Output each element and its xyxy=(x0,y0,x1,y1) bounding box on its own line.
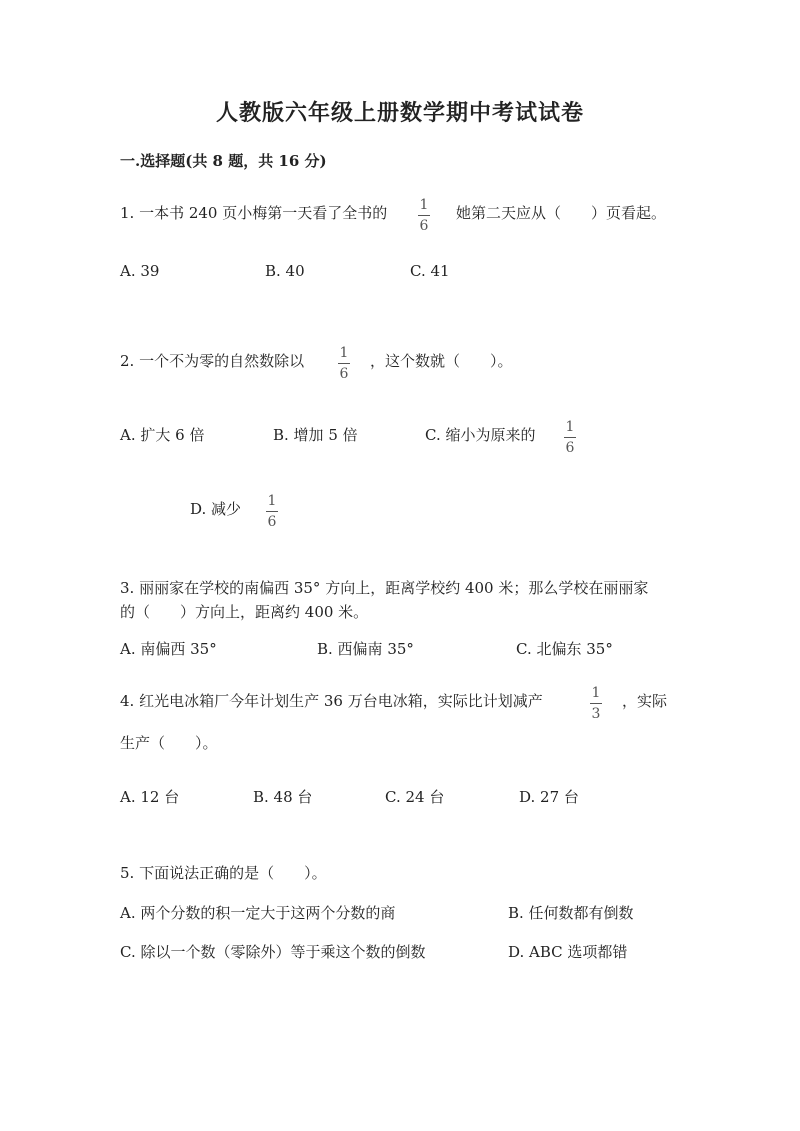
fraction xyxy=(418,198,430,233)
fraction-bar xyxy=(564,437,576,438)
fraction-denominator: 6 xyxy=(267,514,277,530)
fraction xyxy=(338,346,350,381)
question-text: 1. 一本书 240 页小梅第一天看了全书的 xyxy=(120,204,388,222)
fraction-numerator: 1 xyxy=(565,419,575,435)
question-text: 的（ ）方向上，距离约 400 米。 xyxy=(120,603,369,621)
fraction-bar xyxy=(338,363,350,364)
option-b: B. 40 xyxy=(265,262,305,280)
fraction-denominator: 6 xyxy=(419,218,429,234)
option-a: A. 南偏西 35° xyxy=(120,640,217,658)
option-d: D. 减少 xyxy=(190,500,242,518)
option-c: C. 北偏东 35° xyxy=(516,640,613,658)
option-b: B. 西偏南 35° xyxy=(317,640,414,658)
question-text: 她第二天应从（ ）页看起。 xyxy=(456,204,667,222)
fraction-bar xyxy=(266,511,278,512)
question-text: 生产（ ）。 xyxy=(120,734,218,752)
option-b: B. 任何数都有倒数 xyxy=(508,904,634,922)
question-text: 3. 丽丽家在学校的南偏西 35° 方向上，距离学校约 400 米；那么学校在丽丽家 xyxy=(120,579,649,597)
option-c: C. 41 xyxy=(410,262,450,280)
fraction-denominator: 6 xyxy=(565,440,575,456)
fraction xyxy=(590,686,602,721)
fraction-numerator: 1 xyxy=(339,345,349,361)
fraction xyxy=(564,420,576,455)
question-text: 4. 红光电冰箱厂今年计划生产 36 万台电冰箱，实际比计划减产 xyxy=(120,692,543,710)
question-text: 5. 下面说法正确的是（ ）。 xyxy=(120,864,327,882)
option-c: C. 24 台 xyxy=(385,788,445,806)
option-a: A. 39 xyxy=(120,262,160,280)
fraction-numerator: 1 xyxy=(267,493,277,509)
fraction-numerator: 1 xyxy=(591,685,601,701)
option-a: A. 两个分数的积一定大于这两个分数的商 xyxy=(120,904,396,922)
fraction-denominator: 3 xyxy=(591,706,601,722)
option-d: D. 27 台 xyxy=(519,788,579,806)
fraction-denominator: 6 xyxy=(339,366,349,382)
option-d: D. ABC 选项都错 xyxy=(508,943,628,961)
fraction xyxy=(266,494,278,529)
option-c: C. 除以一个数（零除外）等于乘这个数的倒数 xyxy=(120,943,426,961)
fraction-bar xyxy=(590,703,602,704)
option-b: B. 48 台 xyxy=(253,788,313,806)
option-c: C. 缩小为原来的 xyxy=(425,426,536,444)
fraction-numerator: 1 xyxy=(419,197,429,213)
section-heading: 一.选择题(共 8 题，共 16 分) xyxy=(120,152,327,170)
question-text: ，实际 xyxy=(622,692,668,710)
fraction-bar xyxy=(418,215,430,216)
option-b: B. 增加 5 倍 xyxy=(273,426,358,444)
option-a: A. 12 台 xyxy=(120,788,180,806)
question-text: ，这个数就（ ）。 xyxy=(370,352,513,370)
question-text: 2. 一个不为零的自然数除以 xyxy=(120,352,305,370)
page-title: 人教版六年级上册数学期中考试试卷 xyxy=(215,100,584,126)
option-a: A. 扩大 6 倍 xyxy=(120,426,205,444)
